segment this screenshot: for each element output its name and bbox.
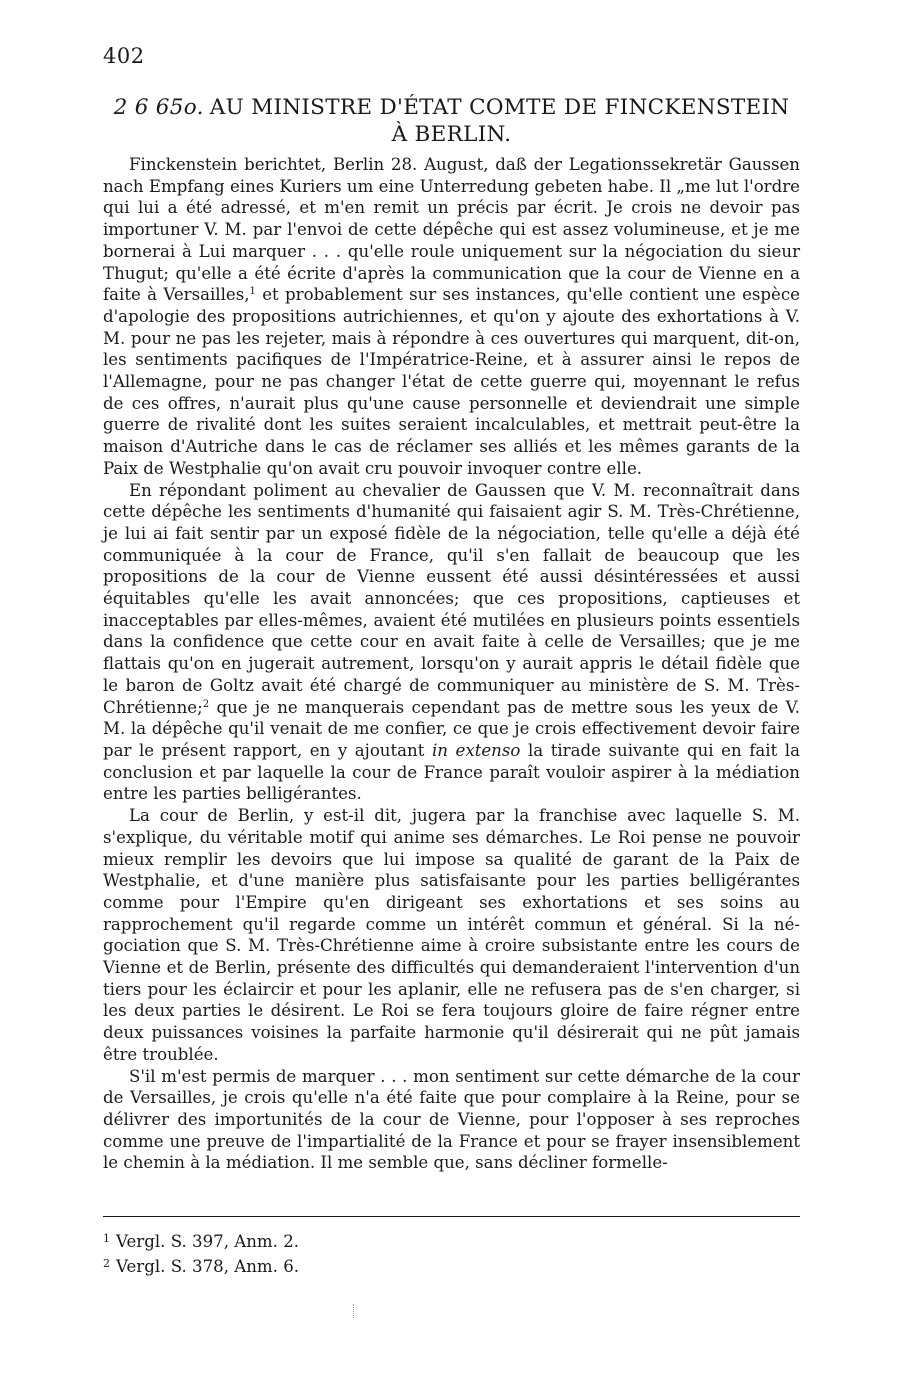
paragraph-text: La cour de Berlin, y est-il dit, jugera par la franchise avec laquelle S. M. s'explique, du véritable motif qui anime ses démarches. Le Roi pense ne pouvoir mieux remplir les devoirs que lui impose sa qualité de garant de la Paix de Westphalie, et d'une manière plus satisfaisante pour les parties belligérantes comme pour l'Empire qu'en dirigeant ses exhortations et ses soins au rapprochement qu'il regarde comme un intérêt commun et général. Si la négociation que S. M. Très-Chrétienne aime à croire subsistante entre les cours de Vienne et de Berlin, présente des difficultés qui demanderaient l'intervention d'un tiers pour les éclaircir et pour les aplanir, elle ne refusera pas de s'en charger, si les deux parties le désirent. Le Roi se fera toujours gloire de faire régner entre deux puissances voisines la parfaite harmonie qu'il désirerait qui ne pût jamais être troublée. [103, 806, 800, 1064]
paragraph-text: et probablement sur ses instances, qu'elle contient une espèce d'apologie des propositions autrichiennes, et qu'on y ajoute des exhortations à V. M. pour ne pas les rejeter, mais à répondre à ces ouvertures qui marquent, dit-on, les sentiments pacifiques de l'Impératrice-Reine, et à assurer ainsi le repos de l'Allemagne, pour ne pas changer l'état de cette guerre qui, moyennant le refus de ces offres, n'aurait plus qu'une cause personnelle et deviendrait une simple guerre de rivalité dont les suites seraient incalculables, et mettrait peut-être la maison d'Autriche dans le cas de réclamer ses alliés et les mêmes garants de la Paix de Westphalie qu'on avait cru pouvoir invoquer contre elle. [103, 285, 800, 478]
paragraph [103, 154, 800, 480]
paragraph-text: Finckenstein berichtet, Berlin 28. August, daß der Legationssekretär Gaussen nach Empfang eines Kuriers um eine Unterredung gebeten habe. Il „me lut l'ordre qui lui a été adressé, et m'en remit un précis par écrit. Je crois ne devoir pas importuner V. M. par l'envoi de cette dépêche qui est assez volumineuse, et je me bornerai à Lui marquer . . . qu'elle roule uniquement sur la négociation du sieur Thugut; qu'elle a été écrite d'après la communication que la cour de Vienne en a faite à Versailles, [103, 155, 800, 305]
footnote-text: Vergl. S. 397, Anm. 2. [116, 1232, 300, 1251]
footnote-ref: 2 [202, 698, 210, 710]
footnotes [103, 1228, 299, 1278]
footnote [103, 1253, 299, 1278]
footnote-ref: 1 [249, 286, 256, 298]
italic-phrase: in extenso [431, 740, 521, 760]
paragraph-text: que je ne manquerais cependant pas de mettre sous les yeux de V. M. la dépêche qu'il venait de me confier, ce que je crois effectivement devoir faire par le présent rapport, en y ajoutant [103, 697, 800, 760]
paragraph-text: En répondant poliment au chevalier de Gaussen que V. M. reconnaîtrait dans cette dépêche les sentiments d'humanité qui faisaient agir S. M. Très-Chrétienne, je lui ai fait sentir par un exposé fidèle de la négociation, telle qu'elle a déjà été communiquée à la cour de France, qu'il s'en fallait de beaucoup que les propositions de la cour de Vienne eussent été aussi désintéressées et aussi équitables qu'elle les avait annoncées; que ces propositions, captieuses et inacceptables par elles-mêmes, avaient été mutilées en plusieurs points essentiels dans la confidence que cette cour en avait faite à celle de Versailles; que je me flattais qu'on en jugerait autrement, lorsqu'on y aurait appris le détail fidèle que le baron de Goltz avait été chargé de communiquer au ministère de S. M. Très-Chrétienne; [103, 480, 800, 717]
letter-title: AU MINISTRE D'ÉTAT COMTE DE FINCKENSTEIN À BERLIN. [209, 95, 790, 147]
letter-body [103, 154, 800, 1174]
paragraph [103, 480, 800, 806]
letter-heading [103, 94, 800, 148]
footnote-divider [103, 1216, 800, 1217]
paragraph [103, 1066, 800, 1175]
footnote-text: Vergl. S. 378, Anm. 6. [116, 1257, 300, 1276]
paragraph-text: S'il m'est permis de marquer . . . mon sentiment sur cette démarche de la cour de Versailles, je crois qu'elle n'a été faite que pour complaire à la Reine, pour se délivrer des importunités de la cour de Vienne, pour l'opposer à ses reproches comme une preuve de l'impartialité de la France et pour se frayer insensiblement le chemin à la médiation. Il me semble que, sans décliner formelle- [103, 1066, 800, 1173]
page-number: 402 [103, 44, 145, 68]
paragraph-text: la tirade suivante qui en fait la conclusion et par laquelle la cour de France paraît vouloir aspirer à la médiation entre les parties belligérantes. [103, 740, 800, 804]
footnote [103, 1228, 299, 1253]
letter-number: 2 6 65o. [113, 95, 204, 120]
scan-artifact [353, 1304, 356, 1318]
paragraph [103, 805, 800, 1065]
footnote-mark: 1 [103, 1232, 110, 1245]
footnote-mark: 2 [103, 1257, 110, 1270]
